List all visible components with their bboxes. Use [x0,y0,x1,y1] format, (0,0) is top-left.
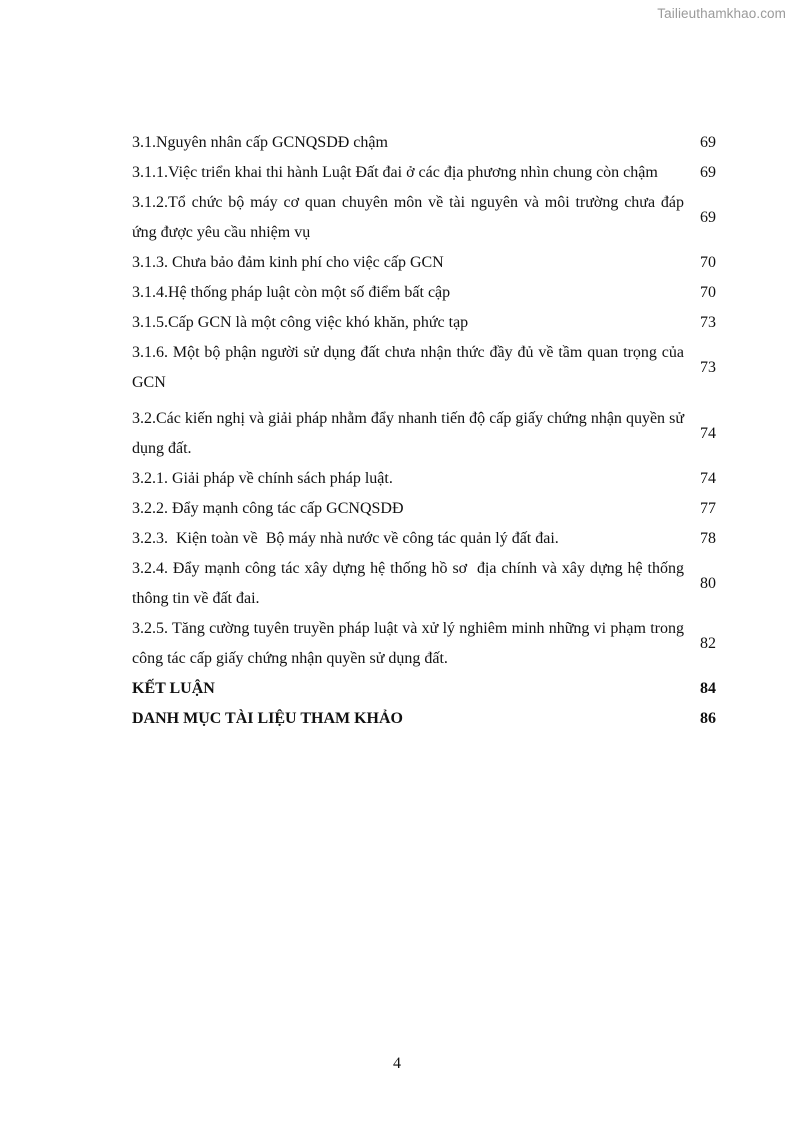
toc-entry-3-2-1 [132,464,716,494]
toc-entry-3-1-3 [132,248,716,278]
toc-entry-3-2 [132,404,716,464]
toc-entry-page: 86 [700,710,716,727]
toc-entry-references [132,704,716,734]
toc-entry-title: 3.1.3. Chưa bảo đảm kinh phí cho việc cấp GCN [132,254,444,271]
toc-entry-title: 3.2.5. Tăng cường tuyên truyền pháp luật và xử lý nghiêm minh những vi phạm trong công tác cấp giấy chứng nhận quyền sử dụng đất. [132,620,684,667]
toc-entry-title: 3.2.3. Kiện toàn về Bộ máy nhà nước về công tác quản lý đất đai. [132,530,559,547]
toc-entry-page: 70 [700,284,716,301]
toc-entry-title: KẾT LUẬN [132,680,215,697]
toc-entry-page: 69 [700,134,716,151]
toc-entry-page: 69 [700,164,716,181]
toc-entry-page: 80 [700,575,716,592]
toc-entry-title: 3.1.5.Cấp GCN là một công việc khó khăn, phức tạp [132,314,469,331]
toc-entry-3-1-2 [132,188,716,248]
toc-entry-title: 3.1.1.Việc triển khai thi hành Luật Đất đai ở các địa phương nhìn chung còn chậm [132,164,658,181]
toc-entry-title: 3.2.2. Đẩy mạnh công tác cấp GCNQSDĐ [132,500,404,517]
toc-entry-title: 3.1.4.Hệ thống pháp luật còn một số điểm bất cập [132,284,451,301]
toc-entry-3-1-4 [132,278,716,308]
toc-entry-3-1-6 [132,338,716,398]
toc-entry-page: 73 [700,314,716,331]
toc-entry-title: 3.2.1. Giải pháp về chính sách pháp luật. [132,470,393,487]
toc-entry-title: DANH MỤC TÀI LIỆU THAM KHẢO [132,710,403,727]
toc-entry-page: 78 [700,530,716,547]
toc-entry-page: 70 [700,254,716,271]
toc-entry-page: 69 [700,209,716,226]
toc-entry-conclusion [132,674,716,704]
toc-entry-page: 84 [700,680,716,697]
toc-entry-page: 82 [700,635,716,652]
toc-entry-title: 3.2.4. Đẩy mạnh công tác xây dựng hệ thống hồ sơ địa chính và xây dựng hệ thống thông tin về đất đai. [132,560,688,607]
toc-entry-page: 74 [700,425,716,442]
toc-entry-3-1 [132,128,716,158]
toc-entry-title: 3.1.Nguyên nhân cấp GCNQSDĐ chậm [132,134,388,151]
toc-entry-title: 3.2.Các kiến nghị và giải pháp nhằm đẩy nhanh tiến độ cấp giấy chứng nhận quyền sử dụng đất. [132,410,684,457]
toc-entry-3-1-1 [132,158,716,188]
watermark: Tailieuthamkhao.com [657,6,786,21]
page-number: 4 [393,1055,401,1072]
toc-entry-page: 74 [700,470,716,487]
toc-entry-3-1-5 [132,308,716,338]
table-of-contents [132,128,716,734]
toc-entry-title: 3.1.2.Tổ chức bộ máy cơ quan chuyên môn về tài nguyên và môi trường chưa đáp ứng được yêu cầu nhiệm vụ [132,194,684,241]
toc-entry-3-2-2 [132,494,716,524]
toc-entry-page: 77 [700,500,716,517]
toc-entry-3-2-4 [132,554,716,614]
toc-entry-3-2-3 [132,524,716,554]
toc-entry-3-2-5 [132,614,716,674]
toc-entry-title: 3.1.6. Một bộ phận người sử dụng đất chưa nhận thức đầy đủ về tầm quan trọng của GCN [132,344,684,391]
toc-entry-page: 73 [700,359,716,376]
